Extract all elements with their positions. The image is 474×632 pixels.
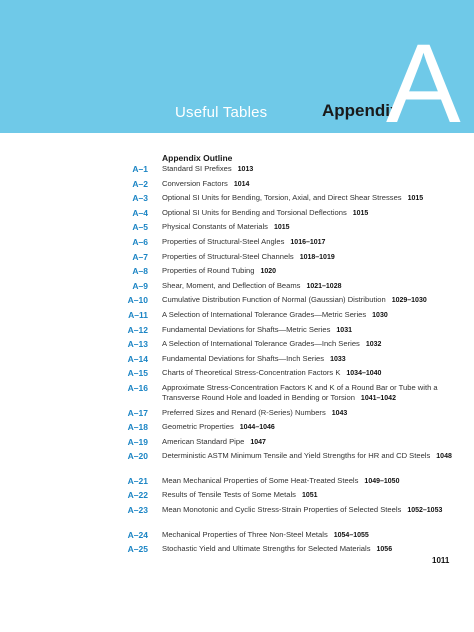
item-title: Mechanical Properties of Three Non-Steel Metals 1054–1055 — [162, 529, 369, 539]
item-code: A–9 — [132, 280, 148, 291]
item-title: Shear, Moment, and Deflection of Beams 1021–1028 — [162, 280, 342, 290]
item-code: A–3 — [132, 193, 148, 204]
item-code: A–25 — [127, 544, 148, 555]
page-number: 1011 — [432, 556, 450, 565]
item-title: Conversion Factors 1014 — [162, 178, 250, 188]
item-code: A–5 — [132, 222, 148, 233]
item-title: Preferred Sizes and Renard (R-Series) Numbers 1043 — [162, 407, 348, 417]
item-code: A–4 — [132, 207, 148, 218]
outline-heading: Appendix Outline — [162, 153, 233, 163]
item-title: Deterministic ASTM Minimum Tensile and Yield Strengths for HR and CD Steels 1048 — [162, 451, 452, 461]
item-code: A–18 — [127, 422, 148, 433]
item-code: A–2 — [132, 178, 148, 189]
item-title: Charts of Theoretical Stress-Concentration Factors K 1034–1040 — [162, 368, 382, 378]
item-code: A–24 — [127, 529, 148, 540]
appendix-banner — [0, 0, 474, 146]
item-title: Cumulative Distribution Function of Normal (Gaussian) Distribution 1029–1030 — [162, 295, 427, 305]
item-code: A–13 — [127, 339, 148, 350]
item-title: Geometric Properties 1044–1046 — [162, 422, 275, 432]
item-title: Properties of Structural-Steel Channels 1018–1019 — [162, 251, 335, 261]
item-title: Standard SI Prefixes 1013 — [162, 164, 254, 173]
item-code: A–11 — [128, 310, 148, 320]
item-title: American Standard Pipe 1047 — [162, 436, 266, 446]
item-title: Results of Tensile Tests of Some Metals 1051 — [162, 490, 318, 500]
item-title: Optional SI Units for Bending, Torsion, Axial, and Direct Shear Stresses 1015 — [162, 193, 424, 203]
item-title: A Selection of International Tolerance Grades—Metric Series 1030 — [162, 310, 388, 319]
item-code: A–7 — [132, 251, 148, 262]
item-code: A–21 — [127, 475, 148, 486]
item-title: Mean Monotonic and Cyclic Stress-Strain Properties of Selected Steels 1052–1053 — [162, 505, 443, 514]
item-code: A–8 — [132, 266, 148, 277]
item-code: A–15 — [127, 368, 148, 379]
item-code: A–19 — [127, 436, 148, 447]
item-title: Fundamental Deviations for Shafts—Metric Series 1031 — [162, 324, 352, 334]
item-code: A–1 — [132, 164, 148, 174]
item-code: A–12 — [127, 324, 148, 335]
item-code: A–14 — [127, 353, 148, 364]
item-code: A–17 — [127, 407, 148, 418]
item-code: A–20 — [127, 451, 148, 462]
banner-subtitle: Useful Tables — [175, 104, 268, 121]
banner-letter: A — [386, 21, 461, 146]
item-title: Properties of Structural-Steel Angles 1016–1017 — [162, 237, 326, 246]
item-code: A–22 — [127, 490, 148, 501]
item-code: A–16 — [127, 383, 148, 393]
item-title: Fundamental Deviations for Shafts—Inch Series 1033 — [162, 353, 346, 363]
banner-title: Appendix — [322, 101, 400, 120]
item-code: A–6 — [132, 237, 148, 247]
item-code: A–23 — [127, 505, 148, 515]
item-title: Stochastic Yield and Ultimate Strengths for Selected Materials 1056 — [162, 544, 393, 554]
item-title: A Selection of International Tolerance Grades—Inch Series 1032 — [162, 339, 382, 349]
item-title: Optional SI Units for Bending and Torsional Deflections 1015 — [162, 207, 369, 217]
item-title: Mean Mechanical Properties of Some Heat-Treated Steels 1049–1050 — [162, 475, 400, 485]
item-code: A–10 — [127, 295, 148, 306]
item-title: Properties of Round Tubing 1020 — [162, 266, 277, 276]
item-title: Approximate Stress-Concentration Factors K and K of a Round Bar or Tube with a Transverse Round Hole and loaded in Bending or Torsion 1041–1042 — [162, 383, 438, 402]
item-title: Physical Constants of Materials 1015 — [162, 222, 290, 232]
